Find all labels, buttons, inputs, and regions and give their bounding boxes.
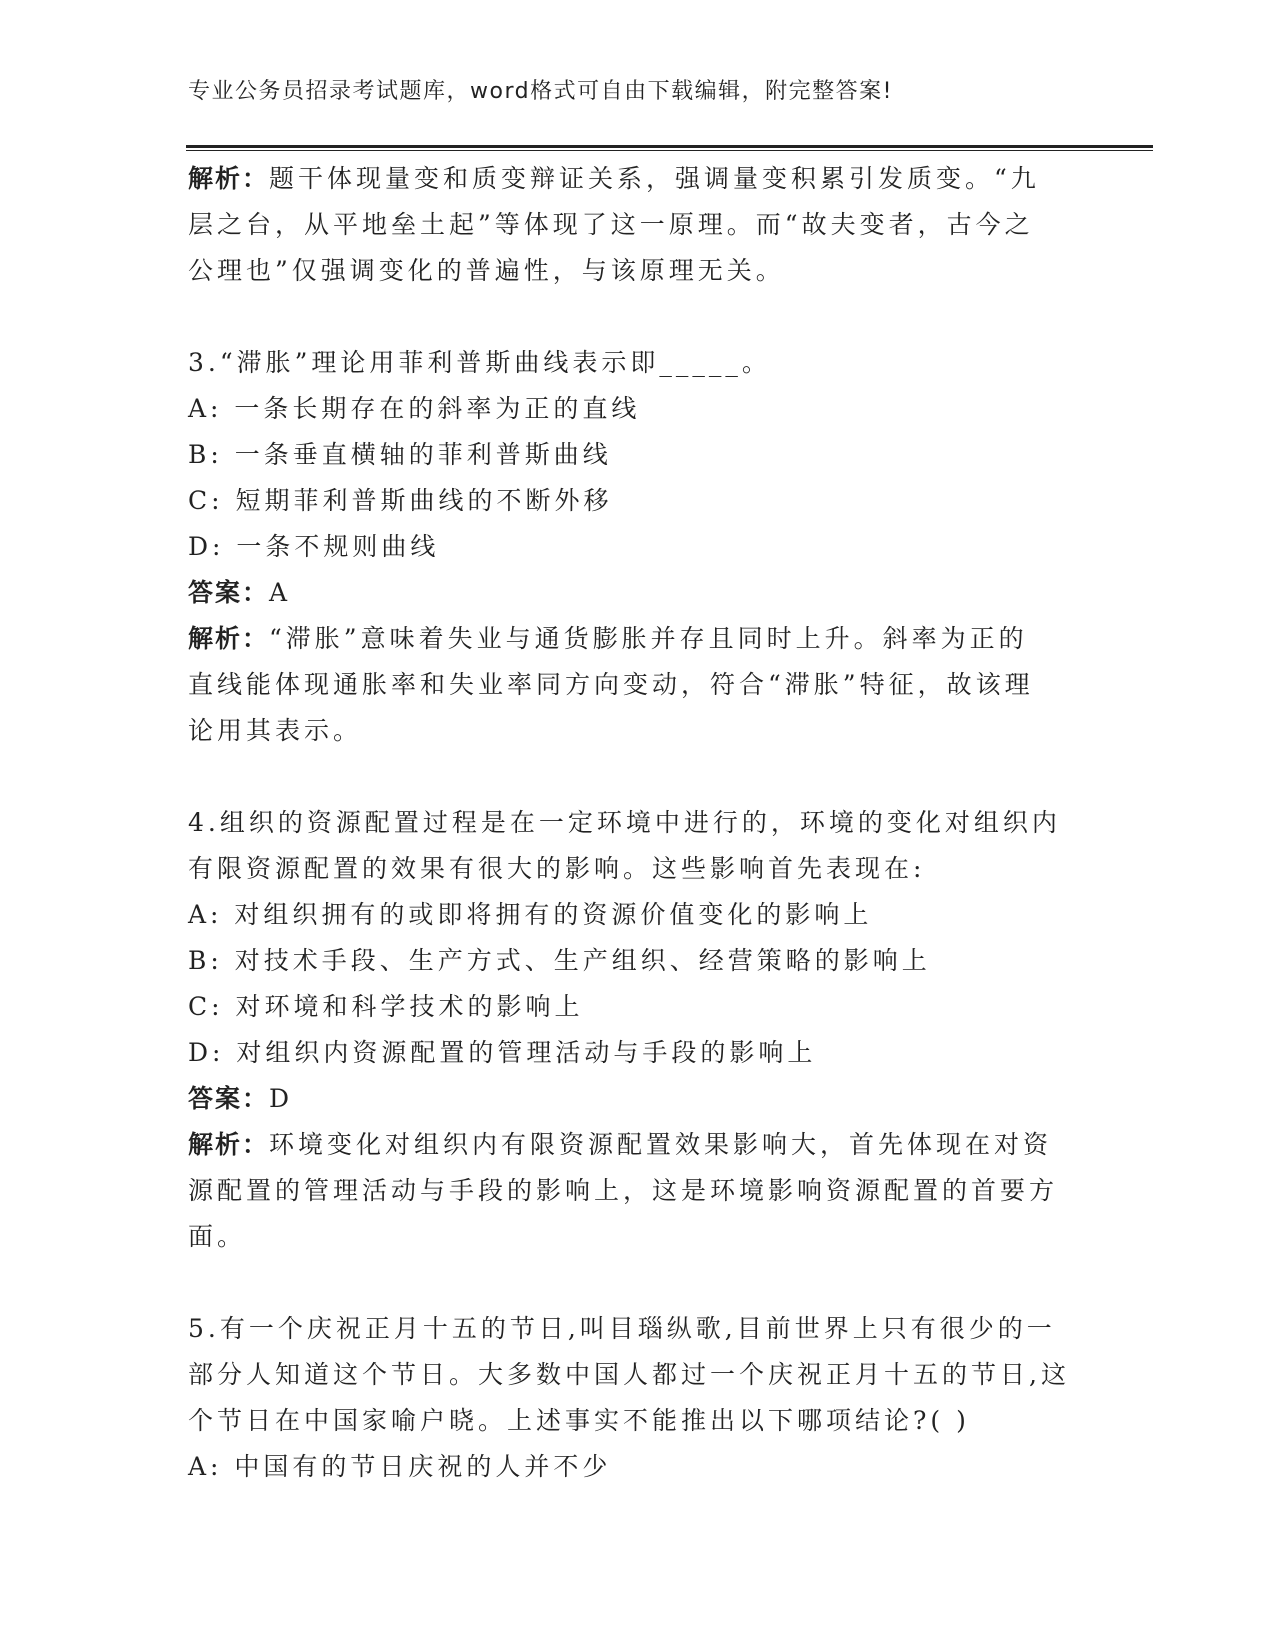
question-4-text: 4.组织的资源配置过程是在一定环境中进行的，环境的变化对组织内	[188, 808, 1061, 837]
option-a: A: 对组织拥有的或即将拥有的资源价值变化的影响上	[188, 900, 873, 929]
answer-label: 答案：	[188, 578, 270, 607]
analysis-label: 解析：	[188, 164, 270, 193]
option-a: A: 中国有的节日庆祝的人并不少	[188, 1452, 612, 1481]
option-b: B: 对技术手段、生产方式、生产组织、经营策略的影响上	[188, 946, 931, 975]
page-content	[188, 156, 1078, 1490]
spacer	[188, 294, 1078, 340]
analysis-line: 论用其表示。	[188, 716, 363, 745]
question-5-text: 部分人知道这个节日。大多数中国人都过一个庆祝正月十五的节日,这	[188, 1360, 1070, 1389]
analysis-label: 解析：	[188, 1130, 270, 1159]
header-rule-thick	[186, 145, 1153, 148]
answer-line	[188, 1076, 1078, 1122]
page-header: 专业公务员招录考试题库，word格式可自由下载编辑，附完整答案!	[188, 79, 893, 104]
spacer	[188, 754, 1078, 800]
question-5-text: 个节日在中国家喻户晓。上述事实不能推出以下哪项结论?( )	[188, 1406, 970, 1435]
option-b: B: 一条垂直横轴的菲利普斯曲线	[188, 440, 612, 469]
answer-value: A	[269, 578, 292, 607]
analysis-line: 层之台，从平地垒土起”等体现了这一原理。而“故夫变者，古今之	[188, 210, 1034, 239]
analysis-label: 解析：	[188, 624, 270, 653]
analysis-line: 解析：环境变化对组织内有限资源配置效果影响大，首先体现在对资	[188, 1130, 1053, 1159]
analysis-line: 公理也”仅强调变化的普遍性，与该原理无关。	[188, 256, 785, 285]
option-c: C: 对环境和科学技术的影响上	[188, 992, 584, 1021]
analysis-line: 解析：“滞胀”意味着失业与通货膨胀并存且同时上升。斜率为正的	[188, 624, 1028, 653]
answer-line	[188, 570, 1078, 616]
option-d: D: 对组织内资源配置的管理活动与手段的影响上	[188, 1038, 817, 1067]
question-3-text: 3.“滞胀”理论用菲利普斯曲线表示即_____。	[188, 348, 771, 377]
question-4-text: 有限资源配置的效果有很大的影响。这些影响首先表现在:	[188, 854, 926, 883]
analysis-line: 源配置的管理活动与手段的影响上，这是环境影响资源配置的首要方	[188, 1176, 1059, 1205]
spacer	[188, 1260, 1078, 1306]
analysis-line: 解析：题干体现量变和质变辩证关系，强调量变积累引发质变。“九	[188, 164, 1040, 193]
option-a: A: 一条长期存在的斜率为正的直线	[188, 394, 641, 423]
option-d: D: 一条不规则曲线	[188, 532, 440, 561]
option-c: C: 短期菲利普斯曲线的不断外移	[188, 486, 613, 515]
header-rule-thin	[186, 150, 1153, 151]
question-5-text: 5.有一个庆祝正月十五的节日,叫目瑙纵歌,目前世界上只有很少的一	[188, 1314, 1056, 1343]
answer-value: D	[269, 1084, 294, 1113]
answer-label: 答案：	[188, 1084, 270, 1113]
analysis-line: 面。	[188, 1222, 247, 1251]
analysis-line: 直线能体现通胀率和失业率同方向变动，符合“滞胀”特征，故该理	[188, 670, 1034, 699]
